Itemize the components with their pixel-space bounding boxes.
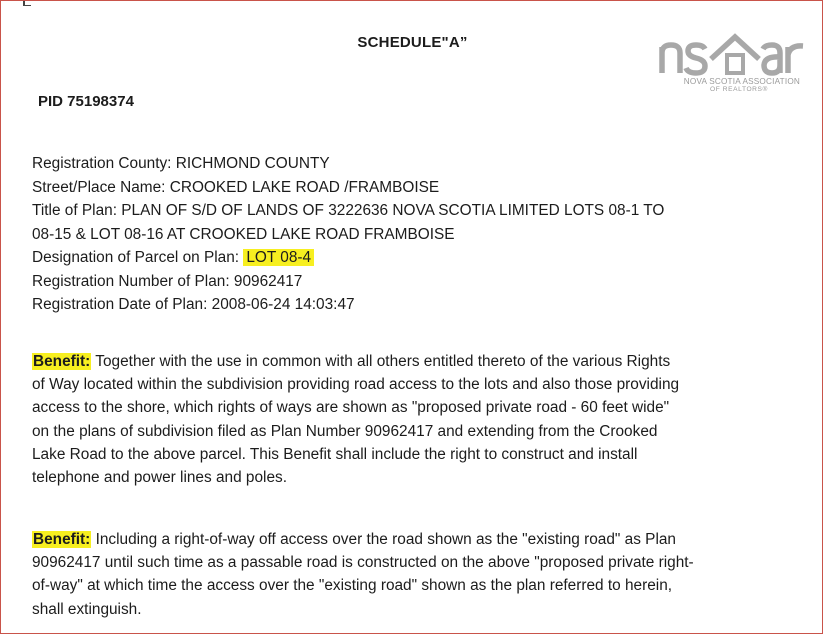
reg-date-label: Registration Date of Plan: xyxy=(32,296,212,313)
registration-date-line xyxy=(32,293,802,317)
pid-number: PID 75198374 xyxy=(38,93,134,110)
benefit-paragraph-1 xyxy=(32,350,802,489)
registration-county-line xyxy=(32,152,802,176)
nsar-logo-mark xyxy=(657,25,809,79)
benefit-1-line: Lake Road to the above parcel. This Benefit shall include the right to construct and install xyxy=(32,445,638,463)
corner-tick-mark xyxy=(23,1,31,6)
benefit-2-line: 90962417 until such time as a passable road is constructed on the above "proposed private right- xyxy=(32,554,694,572)
benefit-1-label: Benefit: xyxy=(33,353,91,370)
schedule-title: SCHEDULE"A” xyxy=(357,34,468,51)
county-value: RICHMOND COUNTY xyxy=(175,155,330,172)
reg-number-label: Registration Number of Plan: xyxy=(32,272,234,290)
designation-line xyxy=(32,246,802,270)
registration-number-line xyxy=(32,270,802,294)
county-label: Registration County: xyxy=(32,155,176,172)
registration-info xyxy=(32,152,802,317)
reg-date-value: 2008-06-24 14:03:47 xyxy=(211,296,355,313)
benefit-paragraph-2 xyxy=(32,528,802,621)
benefit-2-label: Benefit: xyxy=(33,531,91,548)
plan-title-line-1: Title of Plan: PLAN OF S/D OF LANDS OF 3222636 NOVA SCOTIA LIMITED LOTS 08-1 TO xyxy=(32,202,665,219)
logo-subtitle-line1: NOVA SCOTIA ASSOCIATION xyxy=(683,77,800,86)
benefit-1-line: access to the shore, which rights of ways are shown as "proposed private road - 60 feet wide" xyxy=(32,399,670,417)
benefit-2-line xyxy=(32,528,802,551)
designation-value-highlighted: LOT 08-4 xyxy=(243,249,314,266)
benefit-2-line: of-way" at which time the access over the "existing road" shown as the plan referred to herein, xyxy=(32,577,673,595)
plan-title-line-2: 08-15 & LOT 08-16 AT CROOKED LAKE ROAD FRAMBOISE xyxy=(32,225,455,243)
benefit-2-line: shall extinguish. xyxy=(32,600,142,618)
benefit-2-text: Including a right-of-way off access over the road shown as the "existing road" as Plan xyxy=(91,531,676,548)
benefit-1-line: telephone and power lines and poles. xyxy=(32,469,287,487)
street-value: CROOKED LAKE ROAD /FRAMBOISE xyxy=(169,178,440,196)
street-label: Street/Place Name: xyxy=(32,178,170,196)
benefit-1-line: of Way located within the subdivision providing road access to the lots and also those providing xyxy=(32,376,680,394)
designation-label: Designation of Parcel on Plan: xyxy=(32,249,244,266)
benefit-1-line xyxy=(32,350,802,373)
street-line xyxy=(32,176,802,200)
benefit-1-text: Together with the use in common with all others entitled thereto of the various Rights xyxy=(91,353,671,370)
reg-number-value: 90962417 xyxy=(233,272,303,290)
benefit-1-line: on the plans of subdivision filed as Plan Number 90962417 and extending from the Crooked xyxy=(32,422,658,440)
logo-subtitle-line2: OF REALTORS® xyxy=(710,86,768,93)
